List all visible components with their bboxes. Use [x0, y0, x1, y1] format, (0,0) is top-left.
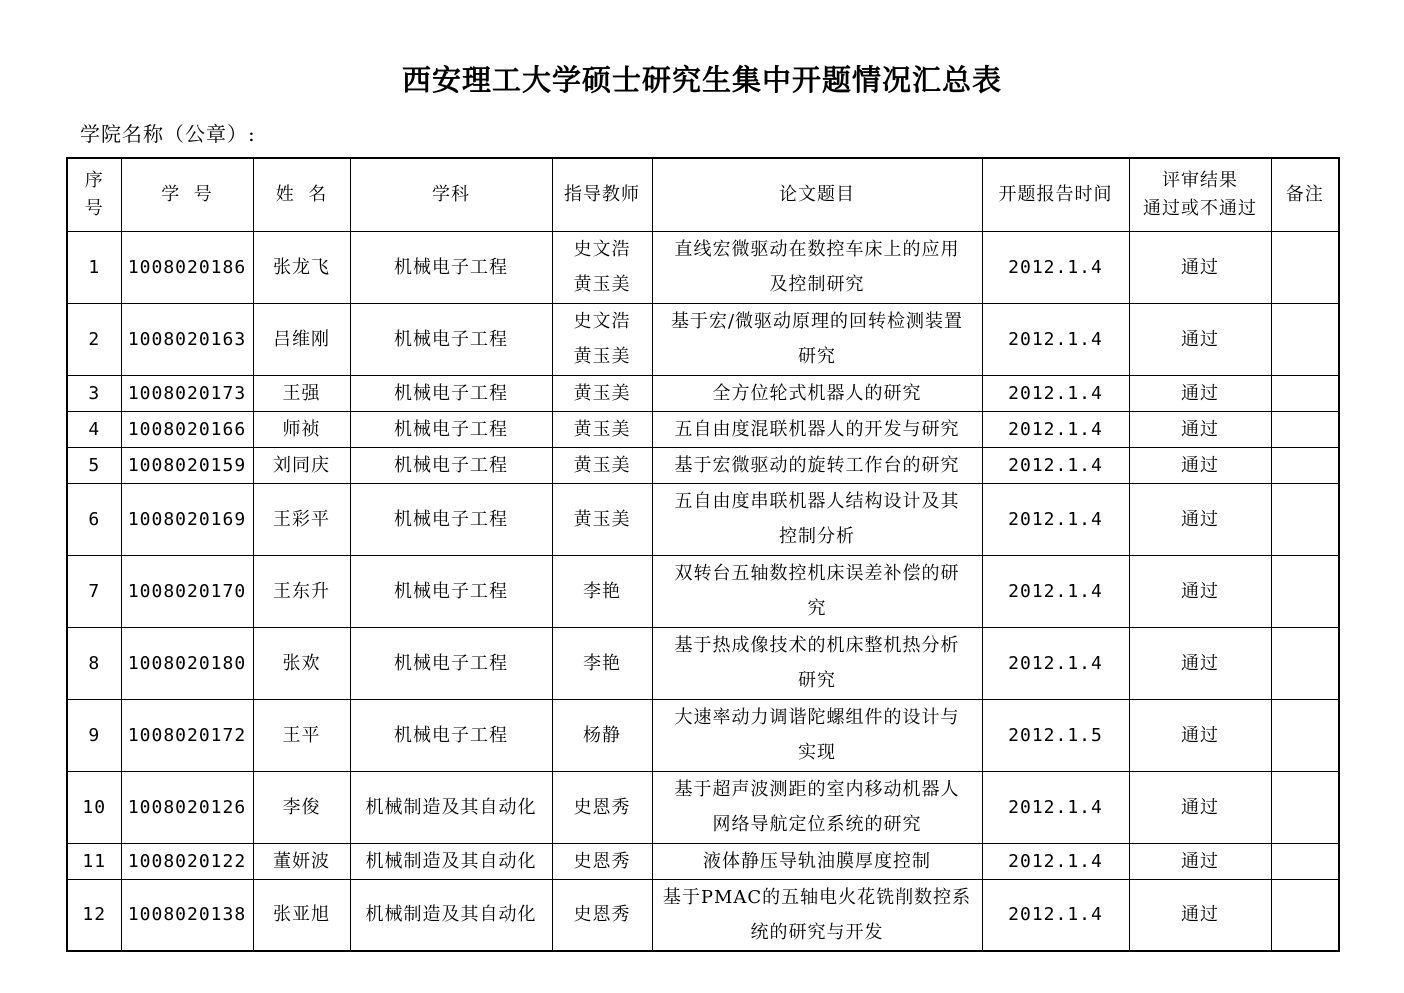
- cell-topic: [652, 483, 982, 555]
- cell-advisor-line: 李艳: [583, 652, 621, 674]
- cell-student-id: 1008020138: [121, 879, 253, 951]
- cell-advisor: [552, 483, 652, 555]
- cell-name: 师祯: [253, 411, 350, 447]
- cell-student-id: 1008020166: [121, 411, 253, 447]
- cell-seq: 7: [67, 555, 121, 627]
- cell-advisor-line: 黄玉美: [573, 454, 631, 476]
- cell-student-id: 1008020169: [121, 483, 253, 555]
- table-row: [67, 231, 1339, 303]
- cell-topic-line: 究: [807, 598, 827, 619]
- cell-topic-line: 及控制研究: [769, 274, 865, 295]
- cell-remark: [1271, 879, 1339, 951]
- cell-result: 通过: [1129, 303, 1271, 375]
- cell-seq: 3: [67, 375, 121, 411]
- cell-remark: [1271, 231, 1339, 303]
- cell-seq: 1: [67, 231, 121, 303]
- table-row: [67, 447, 1339, 483]
- cell-topic-line: 实现: [798, 742, 836, 763]
- cell-topic-line: 网络导航定位系统的研究: [712, 814, 922, 835]
- table-row: [67, 375, 1339, 411]
- cell-topic-line: 基于宏微驱动的旋转工作台的研究: [674, 454, 960, 476]
- cell-name: 吕维刚: [253, 303, 350, 375]
- table-row: [67, 627, 1339, 699]
- cell-advisor: [552, 231, 652, 303]
- cell-remark: [1271, 411, 1339, 447]
- cell-time: 2012.1.4: [982, 375, 1129, 411]
- cell-topic-line: 研究: [798, 670, 836, 691]
- cell-name: 王东升: [253, 555, 350, 627]
- cell-student-id: 1008020163: [121, 303, 253, 375]
- cell-result: 通过: [1129, 879, 1271, 951]
- cell-advisor-line: 黄玉美: [573, 382, 631, 404]
- cell-remark: [1271, 447, 1339, 483]
- header-topic: 论文题目: [652, 158, 982, 231]
- cell-remark: [1271, 627, 1339, 699]
- cell-remark: [1271, 699, 1339, 771]
- cell-topic: [652, 231, 982, 303]
- table-body: [67, 231, 1339, 951]
- cell-topic: [652, 411, 982, 447]
- cell-seq: 8: [67, 627, 121, 699]
- cell-time: 2012.1.4: [982, 879, 1129, 951]
- cell-subject: 机械制造及其自动化: [350, 879, 552, 951]
- table-row: [67, 411, 1339, 447]
- cell-time: 2012.1.4: [982, 843, 1129, 879]
- cell-subject: 机械制造及其自动化: [350, 843, 552, 879]
- cell-name: 刘同庆: [253, 447, 350, 483]
- cell-topic-line: 五自由度串联机器人结构设计及其: [674, 491, 960, 512]
- cell-result: 通过: [1129, 483, 1271, 555]
- cell-advisor-line: 杨静: [583, 724, 621, 746]
- cell-time: 2012.1.4: [982, 447, 1129, 483]
- cell-advisor: [552, 627, 652, 699]
- cell-remark: [1271, 771, 1339, 843]
- cell-time: 2012.1.4: [982, 483, 1129, 555]
- cell-subject: 机械电子工程: [350, 231, 552, 303]
- cell-advisor: [552, 699, 652, 771]
- cell-topic-line: 直线宏微驱动在数控车床上的应用: [674, 239, 960, 260]
- cell-topic: [652, 843, 982, 879]
- cell-seq: 9: [67, 699, 121, 771]
- cell-advisor-line: 史文浩: [573, 311, 631, 332]
- cell-name: 张欢: [253, 627, 350, 699]
- table-row: [67, 555, 1339, 627]
- cell-result: 通过: [1129, 375, 1271, 411]
- cell-subject: 机械电子工程: [350, 555, 552, 627]
- cell-topic-line: 统的研究与开发: [750, 921, 884, 943]
- cell-student-id: 1008020173: [121, 375, 253, 411]
- cell-result: 通过: [1129, 843, 1271, 879]
- cell-topic: [652, 627, 982, 699]
- header-row: [67, 158, 1339, 231]
- table-row: [67, 483, 1339, 555]
- table-row: [67, 699, 1339, 771]
- cell-advisor: [552, 375, 652, 411]
- header-student-id: 学 号: [121, 158, 253, 231]
- summary-table: [66, 157, 1340, 952]
- cell-student-id: 1008020159: [121, 447, 253, 483]
- cell-topic-line: 基于热成像技术的机床整机热分析: [674, 635, 960, 656]
- cell-seq: 2: [67, 303, 121, 375]
- cell-advisor: [552, 555, 652, 627]
- cell-result: 通过: [1129, 411, 1271, 447]
- cell-advisor-line: 史文浩: [573, 239, 631, 260]
- cell-result: 通过: [1129, 699, 1271, 771]
- cell-advisor-line: 黄玉美: [573, 346, 631, 367]
- cell-result: 通过: [1129, 231, 1271, 303]
- cell-topic-line: 五自由度混联机器人的开发与研究: [674, 418, 960, 440]
- cell-topic: [652, 699, 982, 771]
- header-name: 姓 名: [253, 158, 350, 231]
- cell-result: 通过: [1129, 771, 1271, 843]
- cell-topic: [652, 447, 982, 483]
- cell-advisor: [552, 879, 652, 951]
- cell-time: 2012.1.5: [982, 699, 1129, 771]
- cell-result: 通过: [1129, 627, 1271, 699]
- cell-topic-line: 液体静压导轨油膜厚度控制: [703, 850, 931, 872]
- cell-time: 2012.1.4: [982, 303, 1129, 375]
- cell-advisor-line: 黄玉美: [573, 274, 631, 295]
- cell-time: 2012.1.4: [982, 627, 1129, 699]
- cell-advisor: [552, 411, 652, 447]
- cell-name: 王彩平: [253, 483, 350, 555]
- cell-seq: 12: [67, 879, 121, 951]
- cell-remark: [1271, 375, 1339, 411]
- cell-topic: [652, 771, 982, 843]
- cell-advisor-line: 黄玉美: [573, 508, 631, 530]
- cell-seq: 5: [67, 447, 121, 483]
- page-title: 西安理工大学硕士研究生集中开题情况汇总表: [401, 63, 1002, 97]
- cell-name: 王强: [253, 375, 350, 411]
- cell-advisor-line: 李艳: [583, 580, 621, 602]
- cell-topic-line: 基于超声波测距的室内移动机器人: [674, 779, 960, 800]
- table-row: [67, 879, 1339, 951]
- header-result: 评审结果 通过或不通过: [1129, 158, 1271, 231]
- cell-subject: 机械电子工程: [350, 411, 552, 447]
- cell-topic-line: 双转台五轴数控机床误差补偿的研: [674, 563, 960, 584]
- cell-subject: 机械制造及其自动化: [350, 771, 552, 843]
- cell-topic-line: 基于PMAC的五轴电火花铣削数控系: [662, 886, 972, 908]
- cell-seq: 10: [67, 771, 121, 843]
- cell-topic: [652, 555, 982, 627]
- header-remark: 备注: [1271, 158, 1339, 231]
- cell-advisor: [552, 447, 652, 483]
- table-row: [67, 771, 1339, 843]
- cell-seq: 6: [67, 483, 121, 555]
- cell-subject: 机械电子工程: [350, 447, 552, 483]
- cell-topic: [652, 303, 982, 375]
- cell-topic-line: 全方位轮式机器人的研究: [712, 382, 922, 404]
- cell-seq: 11: [67, 843, 121, 879]
- header-seq: 序 号: [67, 158, 121, 231]
- cell-advisor-line: 史恩秀: [573, 904, 631, 926]
- cell-seq: 4: [67, 411, 121, 447]
- table-row: [67, 303, 1339, 375]
- cell-topic-line: 大速率动力调谐陀螺组件的设计与: [674, 707, 960, 728]
- cell-name: 董妍波: [253, 843, 350, 879]
- cell-topic-line: 基于宏/微驱动原理的回转检测装置: [670, 311, 964, 332]
- cell-advisor: [552, 303, 652, 375]
- header-subject: 学科: [350, 158, 552, 231]
- cell-advisor: [552, 771, 652, 843]
- cell-topic-line: 研究: [798, 346, 836, 367]
- cell-subject: 机械电子工程: [350, 627, 552, 699]
- cell-time: 2012.1.4: [982, 771, 1129, 843]
- cell-advisor-line: 史恩秀: [573, 796, 631, 818]
- cell-name: 张龙飞: [253, 231, 350, 303]
- cell-subject: 机械电子工程: [350, 699, 552, 771]
- cell-time: 2012.1.4: [982, 231, 1129, 303]
- cell-result: 通过: [1129, 447, 1271, 483]
- cell-time: 2012.1.4: [982, 555, 1129, 627]
- cell-student-id: 1008020180: [121, 627, 253, 699]
- cell-remark: [1271, 555, 1339, 627]
- cell-time: 2012.1.4: [982, 411, 1129, 447]
- header-time: 开题报告时间: [982, 158, 1129, 231]
- cell-topic-line: 控制分析: [779, 526, 855, 547]
- cell-student-id: 1008020122: [121, 843, 253, 879]
- cell-topic: [652, 879, 982, 951]
- cell-name: 李俊: [253, 771, 350, 843]
- table-row: [67, 843, 1339, 879]
- header-advisor: 指导教师: [552, 158, 652, 231]
- cell-student-id: 1008020126: [121, 771, 253, 843]
- cell-result: 通过: [1129, 555, 1271, 627]
- college-name-label: 学院名称（公章）:: [80, 122, 256, 146]
- cell-name: 王平: [253, 699, 350, 771]
- cell-name: 张亚旭: [253, 879, 350, 951]
- cell-topic: [652, 375, 982, 411]
- cell-student-id: 1008020172: [121, 699, 253, 771]
- cell-subject: 机械电子工程: [350, 375, 552, 411]
- cell-subject: 机械电子工程: [350, 303, 552, 375]
- cell-remark: [1271, 303, 1339, 375]
- cell-advisor-line: 史恩秀: [573, 850, 631, 872]
- cell-student-id: 1008020186: [121, 231, 253, 303]
- cell-remark: [1271, 483, 1339, 555]
- cell-advisor-line: 黄玉美: [573, 418, 631, 440]
- cell-student-id: 1008020170: [121, 555, 253, 627]
- cell-remark: [1271, 843, 1339, 879]
- cell-subject: 机械电子工程: [350, 483, 552, 555]
- cell-advisor: [552, 843, 652, 879]
